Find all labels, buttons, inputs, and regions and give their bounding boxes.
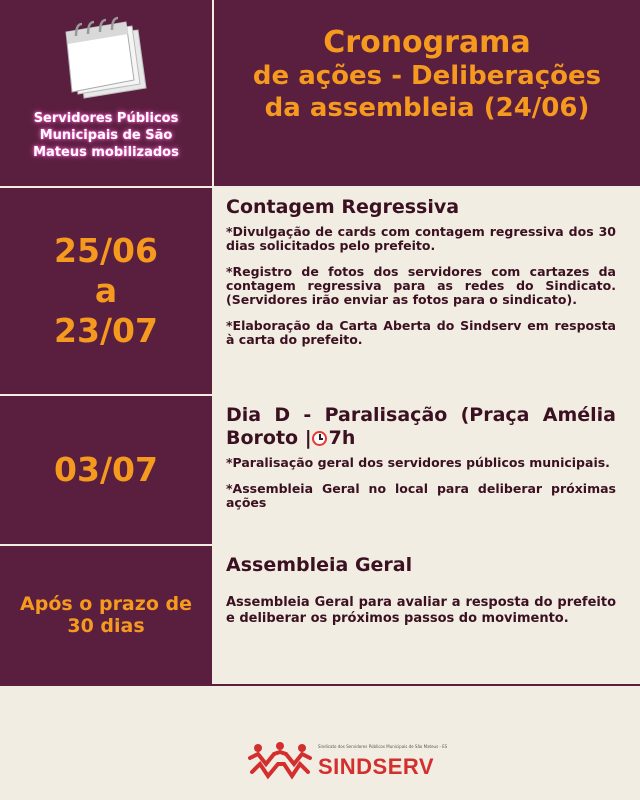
list-item: *Registro de fotos dos servidores com cartazes da contagem regressiva para as redes do Sindicato. (Servidores irão enviar as fotos para o sindicato). xyxy=(226,264,616,307)
page-title xyxy=(214,26,640,124)
schedule-row-countdown xyxy=(0,188,640,394)
header-left-panel xyxy=(0,0,214,186)
list-item: Assembleia Geral para avaliar a resposta do prefeito e deliberar os próximos passos do movimento. xyxy=(226,595,616,626)
row-title: Dia D - Paralisação (Praça Amélia Boroto | 7h xyxy=(226,404,616,449)
people-logo-icon xyxy=(248,740,314,784)
list-item: *Elaboração da Carta Aberta do Sindserv em resposta à carta do prefeito. xyxy=(226,318,616,347)
row-date: 03/07 xyxy=(0,396,214,544)
list-item: *Assembleia Geral no local para deliberar próximas ações xyxy=(226,481,616,510)
alarm-clock-icon xyxy=(312,431,327,446)
row-content xyxy=(214,546,624,684)
title-line-1: Cronograma xyxy=(323,25,531,60)
calendar-icon xyxy=(60,14,156,106)
row-date: 25/06 a 23/07 xyxy=(0,188,214,394)
row-title: Assembleia Geral xyxy=(226,554,413,576)
list-item: *Paralisação geral dos servidores públicos municipais. xyxy=(226,455,610,470)
logo-text: SINDSERV xyxy=(318,754,435,779)
row-title: Contagem Regressiva xyxy=(226,196,460,218)
divider xyxy=(0,684,640,686)
title-line-2: de ações - Deliberações xyxy=(252,61,602,91)
row-content xyxy=(214,396,624,544)
header xyxy=(0,0,640,186)
row-date: Após o prazo de 30 dias xyxy=(0,546,214,684)
row-content xyxy=(214,188,624,394)
organization-label: Servidores Públicos Municipais de São Mateus mobilizados xyxy=(33,111,179,160)
sindserv-logo: Sindicato dos Servidores Públicos Municipais de São Mateus - ES SINDSERV xyxy=(248,740,428,784)
title-line-3: da assembleia (24/06) xyxy=(264,93,590,123)
schedule-row-dia-d xyxy=(0,396,640,544)
schedule-row-assembleia xyxy=(0,546,640,684)
list-item: *Divulgação de cards com contagem regressiva dos 30 dias solicitados pelo prefeito. xyxy=(226,224,616,253)
